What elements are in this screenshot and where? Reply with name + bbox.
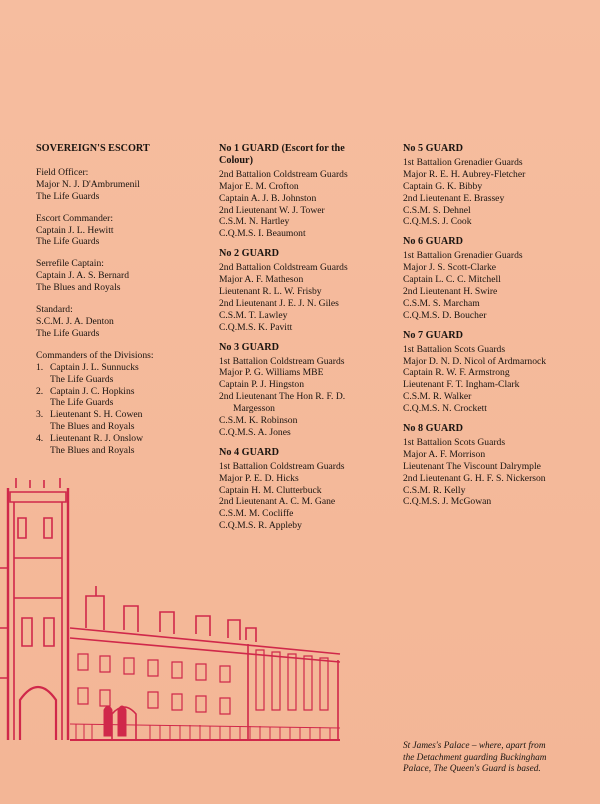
guard-line: C.S.M. S. Dehnel	[403, 204, 471, 216]
division-body	[50, 433, 143, 457]
guard-line: Major A. F. Matheson	[219, 274, 304, 286]
division-unit: The Blues and Royals	[50, 421, 135, 433]
guard-line: Major R. E. H. Aubrey-Fletcher	[403, 168, 526, 180]
guard-line: Lieutenant F. T. Ingham-Clark	[403, 379, 520, 391]
guard-line: Margesson	[233, 403, 275, 415]
guard-line: C.Q.M.S. J. McGowan	[403, 496, 492, 508]
guard-block	[403, 143, 593, 228]
guard-line: C.Q.M.S. A. Jones	[219, 426, 291, 438]
guard-block	[403, 423, 593, 508]
division-unit: The Life Guards	[50, 397, 114, 409]
guard-title: No 4 GUARD	[219, 446, 279, 458]
guard-line: Major D. N. D. Nicol of Ardmarnock	[403, 355, 547, 367]
guard-line: Lieutenant R. L. W. Frisby	[219, 285, 322, 297]
guard-line: Major E. M. Crofton	[219, 180, 299, 192]
serrefile-name: Captain J. A. S. Bernard	[36, 270, 129, 282]
guards-column-5-8	[403, 143, 593, 516]
guard-line: 1st Battalion Scots Guards	[403, 343, 506, 355]
escort-commander-label: Escort Commander:	[36, 212, 113, 224]
guard-title-cont: Colour)	[219, 154, 253, 166]
division-number: 4.	[36, 433, 44, 445]
guard-line: 2nd Lieutenant G. H. F. S. Nickerson	[403, 472, 546, 484]
st-james-palace-drawing	[0, 478, 345, 750]
division-item	[36, 386, 206, 410]
standard-label: Standard:	[36, 304, 73, 316]
guard-line: C.Q.M.S. D. Boucher	[403, 309, 487, 321]
guard-line: 2nd Lieutenant The Hon R. F. D.	[219, 391, 346, 403]
guard-line: C.S.M. T. Lawley	[219, 309, 288, 321]
division-body	[50, 386, 134, 410]
guard-line: 2nd Lieutenant H. Swire	[403, 285, 498, 297]
guard-line: 2nd Lieutenant A. C. M. Gane	[219, 496, 336, 508]
guard-line: C.S.M. R. Kelly	[403, 484, 466, 496]
division-commander: Lieutenant R. J. Onslow	[50, 433, 143, 445]
caption-line-3: Palace, The Queen's Guard is based.	[403, 764, 541, 775]
field-officer-label: Field Officer:	[36, 166, 89, 178]
guard-line: Major A. F. Morrison	[403, 448, 486, 460]
standard-unit: The Life Guards	[36, 327, 100, 339]
division-unit: The Blues and Royals	[50, 445, 135, 457]
division-number: 1.	[36, 361, 44, 373]
guard-line: Captain G. K. Bibby	[403, 180, 483, 192]
guard-title: No 5 GUARD	[403, 143, 463, 154]
division-commander: Lieutenant S. H. Cowen	[50, 409, 143, 421]
guard-line: C.S.M. R. Walker	[403, 391, 472, 403]
guard-line: Captain R. W. F. Armstrong	[403, 367, 510, 379]
guard-title: No 3 GUARD	[219, 341, 279, 353]
guard-title: No 6 GUARD	[403, 236, 463, 248]
division-item	[36, 409, 206, 433]
guard-block	[403, 330, 593, 415]
escort-commander-name: Captain J. L. Hewitt	[36, 224, 114, 236]
guard-line: Captain L. C. C. Mitchell	[403, 274, 501, 286]
guard-line: Major P. E. D. Hicks	[219, 472, 299, 484]
guard-line: 2nd Battalion Coldstream Guards	[219, 168, 348, 180]
guard-block	[403, 236, 593, 321]
division-commander: Captain J. C. Hopkins	[50, 385, 135, 397]
guard-line: 1st Battalion Scots Guards	[403, 436, 506, 448]
guard-line: C.S.M. K. Robinson	[219, 415, 298, 427]
guard-line: 2nd Lieutenant J. E. J. N. Giles	[219, 297, 339, 309]
guard-line: 2nd Lieutenant W. J. Tower	[219, 204, 325, 216]
guard-line: Captain A. J. B. Johnston	[219, 192, 317, 204]
guard-line: 1st Battalion Grenadier Guards	[403, 250, 523, 262]
guard-line: C.Q.M.S. N. Crockett	[403, 403, 487, 415]
guard-line: C.S.M. N. Hartley	[219, 216, 290, 228]
guard-line: Major J. S. Scott-Clarke	[403, 262, 496, 274]
drawing-caption	[403, 741, 588, 776]
field-officer-block	[36, 167, 206, 203]
serrefile-unit: The Blues and Royals	[36, 282, 121, 294]
guard-line: Lieutenant The Viscount Dalrymple	[403, 460, 541, 472]
escort-commander-unit: The Life Guards	[36, 236, 100, 248]
guard-line: C.Q.M.S. J. Cook	[403, 216, 472, 228]
division-number: 3.	[36, 409, 44, 421]
guard-line: C.Q.M.S. I. Beaumont	[219, 228, 306, 240]
serrefile-label: Serrefile Captain:	[36, 258, 104, 270]
guard-line: 1st Battalion Coldstream Guards	[219, 355, 345, 367]
guard-line: C.S.M. S. Marcham	[403, 297, 480, 309]
division-body	[50, 409, 142, 433]
division-number: 2.	[36, 385, 44, 397]
divisions-list	[36, 362, 206, 457]
caption-line-1: St James's Palace – where, apart from	[403, 741, 546, 751]
division-unit: The Life Guards	[50, 373, 114, 385]
division-body	[50, 362, 139, 386]
divisions-label: Commanders of the Divisions:	[36, 349, 154, 361]
field-officer-name: Major N. J. D'Ambrumenil	[36, 178, 140, 190]
sovereigns-escort-column	[36, 143, 206, 467]
guard-line: 1st Battalion Coldstream Guards	[219, 460, 345, 472]
guard-title: No 7 GUARD	[403, 329, 463, 341]
escort-commander-block	[36, 213, 206, 249]
escort-title: SOVEREIGN'S ESCORT	[36, 143, 150, 154]
standard-name: S.C.M. J. A. Denton	[36, 315, 114, 327]
caption-line-2: the Detachment guarding Buckingham	[403, 752, 547, 763]
guard-block	[219, 342, 394, 439]
guard-line: 2nd Lieutenant E. Brassey	[403, 192, 505, 204]
guard-line: 2nd Battalion Coldstream Guards	[219, 262, 348, 274]
field-officer-unit: The Life Guards	[36, 190, 100, 202]
guard-block	[219, 248, 394, 333]
guard-title: No 1 GUARD (Escort for the	[219, 143, 345, 154]
guard-line: C.Q.M.S. K. Pavitt	[219, 321, 293, 333]
guard-line: C.Q.M.S. R. Appleby	[219, 520, 302, 532]
guard-line: Captain P. J. Hingston	[219, 379, 305, 391]
guard-title: No 2 GUARD	[219, 248, 279, 260]
guard-line: Captain H. M. Clutterbuck	[219, 484, 322, 496]
guard-line: 1st Battalion Grenadier Guards	[403, 156, 523, 168]
guard-block	[219, 143, 394, 240]
division-item	[36, 433, 206, 457]
division-item	[36, 362, 206, 386]
guard-line: Major P. G. Williams MBE	[219, 367, 324, 379]
guard-line: C.S.M. M. Cocliffe	[219, 508, 294, 520]
division-commander: Captain J. L. Sunnucks	[50, 361, 139, 373]
serrefile-block	[36, 258, 206, 294]
guard-title: No 8 GUARD	[403, 423, 463, 435]
divisions-block	[36, 350, 206, 457]
standard-block	[36, 304, 206, 340]
